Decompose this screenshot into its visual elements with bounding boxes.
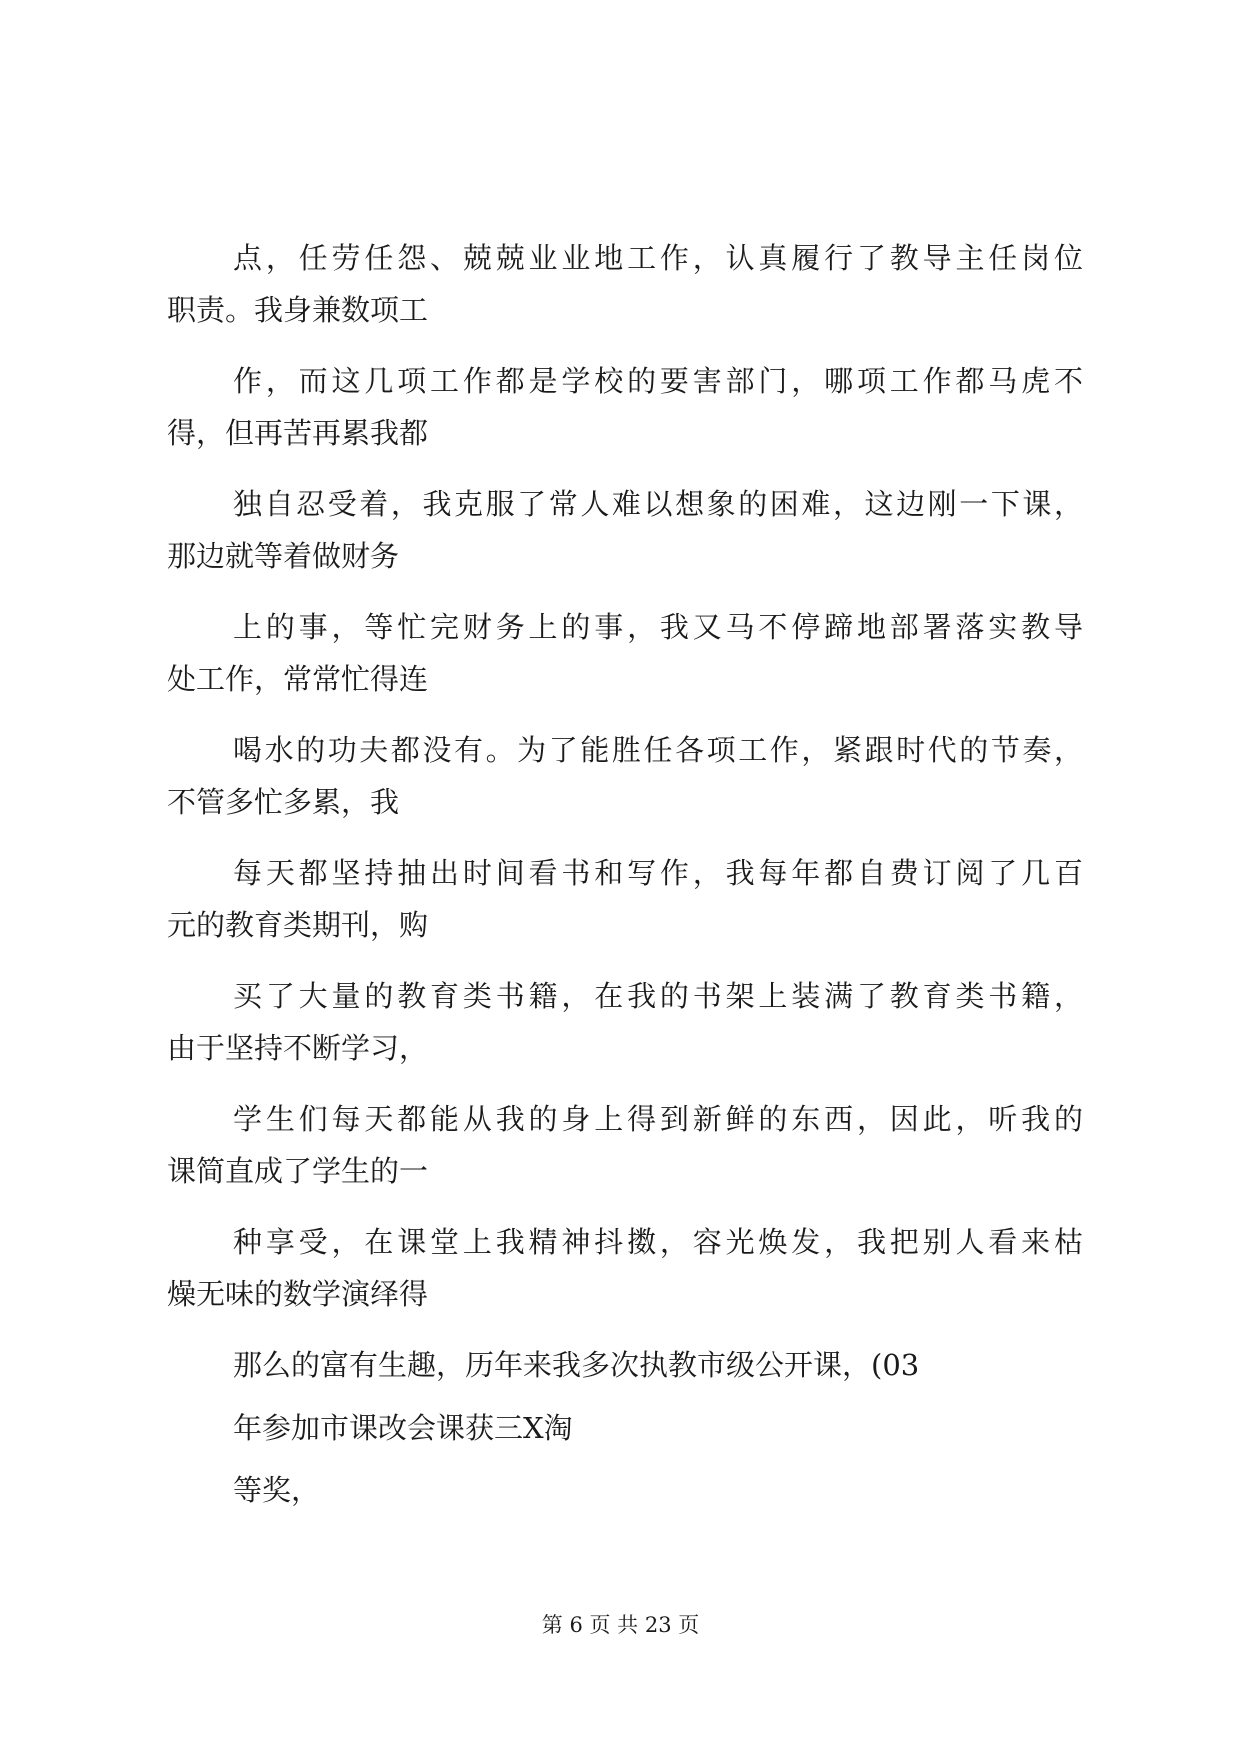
text-line: 等奖， <box>233 1473 321 1507</box>
text-line: 由于坚持不断学习， <box>167 1031 429 1065</box>
text-line: 买了大量的教育类书籍，在我的书架上装满了教育类书籍， <box>233 979 1083 1013</box>
text-line: 每天都坚持抽出时间看书和写作，我每年都自费订阅了几百 <box>233 856 1083 890</box>
text-line: 元的教育类期刊，购 <box>167 908 429 942</box>
page-footer <box>0 1610 1241 1640</box>
text-line: 作，而这几项工作都是学校的要害部门，哪项工作都马虎不 <box>233 364 1083 398</box>
text-line: 学生们每天都能从我的身上得到新鲜的东西，因此，听我的 <box>233 1102 1083 1136</box>
text-line: 独自忍受着，我克服了常人难以想象的困难，这边刚一下课， <box>233 487 1083 521</box>
text-line: 课简直成了学生的一 <box>167 1154 429 1188</box>
text-line: 那边就等着做财务 <box>167 539 400 573</box>
text-line: 种享受，在课堂上我精神抖擞，容光焕发，我把别人看来枯 <box>233 1225 1083 1259</box>
page-number-label: 第 6 页 共 23 页 <box>541 1613 700 1637</box>
text-line: 燥无味的数学演绎得 <box>167 1277 429 1311</box>
text-line: 不管多忙多累，我 <box>167 785 400 819</box>
text-line: 喝水的功夫都没有。为了能胜任各项工作，紧跟时代的节奏， <box>233 733 1083 767</box>
text-line: 年参加市课改会课获三X淘 <box>233 1411 573 1445</box>
text-line: 得，但再苦再累我都 <box>167 416 429 450</box>
text-line: 点，任劳任怨、兢兢业业地工作，认真履行了教导主任岗位 <box>233 241 1083 275</box>
text-line: 上的事，等忙完财务上的事，我又马不停蹄地部署落实教导 <box>233 610 1083 644</box>
text-line: 职责。我身兼数项工 <box>167 293 429 327</box>
text-line: 处工作，常常忙得连 <box>167 662 429 696</box>
text-line: 那么的富有生趣，历年来我多次执教市级公开课，(03 <box>233 1348 920 1382</box>
